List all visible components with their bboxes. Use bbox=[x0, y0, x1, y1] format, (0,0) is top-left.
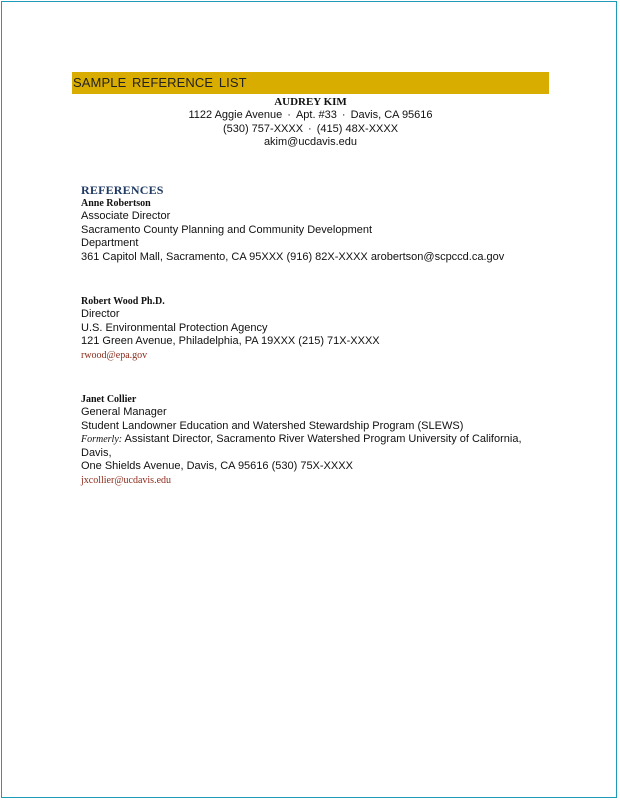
address-street: 1122 Aggie Avenue bbox=[188, 109, 283, 121]
address-city: Davis, CA 95616 bbox=[350, 109, 433, 121]
banner-title: SAMPLE REFERENCE LIST bbox=[73, 75, 247, 90]
separator-dot: · bbox=[341, 109, 346, 121]
reference-name: Anne Robertson bbox=[81, 198, 151, 209]
formerly-label: Formerly: bbox=[81, 434, 123, 445]
reference-entry-3 bbox=[81, 394, 551, 488]
address-line bbox=[72, 109, 549, 123]
reference-email: rwood@epa.gov bbox=[81, 349, 148, 361]
reference-line: U.S. Environmental Protection Agency bbox=[81, 321, 268, 334]
address-apt: Apt. #33 bbox=[295, 109, 337, 121]
reference-line: Associate Director bbox=[81, 210, 171, 222]
separator-dot: · bbox=[287, 109, 291, 121]
references-heading: REFERENCES bbox=[81, 183, 164, 197]
applicant-name: AUDREY KIM bbox=[274, 96, 347, 108]
reference-line: General Manager bbox=[81, 406, 167, 418]
reference-email: jxcollier@ucdavis.edu bbox=[81, 474, 172, 486]
reference-line: Director bbox=[81, 308, 120, 320]
reference-line: 361 Capitol Mall, Sacramento, CA 95XXX (916) 82X-XXXX arobertson@scpccd.ca.gov bbox=[81, 250, 505, 263]
phone-secondary: (415) 48X-XXXX bbox=[316, 122, 399, 135]
reference-line: Sacramento County Planning and Community Development bbox=[81, 223, 373, 236]
reference-line: One Shields Avenue, Davis, CA 95616 (530) 75X-XXXX bbox=[81, 460, 353, 472]
reference-entry-1 bbox=[81, 198, 551, 264]
phone-primary: (530) 757-XXXX bbox=[222, 122, 304, 135]
reference-line: Department bbox=[81, 237, 139, 249]
formerly-text: Assistant Director, Sacramento River Watershed Program University of California, Davis, bbox=[81, 433, 522, 459]
reference-line: 121 Green Avenue, Philadelphia, PA 19XXX (215) 71X-XXXX bbox=[81, 335, 380, 347]
title-banner bbox=[72, 72, 549, 94]
separator-dot: · bbox=[308, 122, 312, 135]
contact-header bbox=[72, 96, 549, 150]
reference-name: Janet Collier bbox=[81, 394, 137, 405]
reference-formerly-line bbox=[81, 433, 551, 460]
reference-entry-2 bbox=[81, 296, 551, 363]
reference-name: Robert Wood Ph.D. bbox=[81, 296, 165, 307]
phone-line bbox=[72, 123, 549, 137]
reference-line: Student Landowner Education and Watershed Stewardship Program (SLEWS) bbox=[81, 419, 464, 432]
email-line: akim@ucdavis.edu bbox=[263, 136, 358, 148]
